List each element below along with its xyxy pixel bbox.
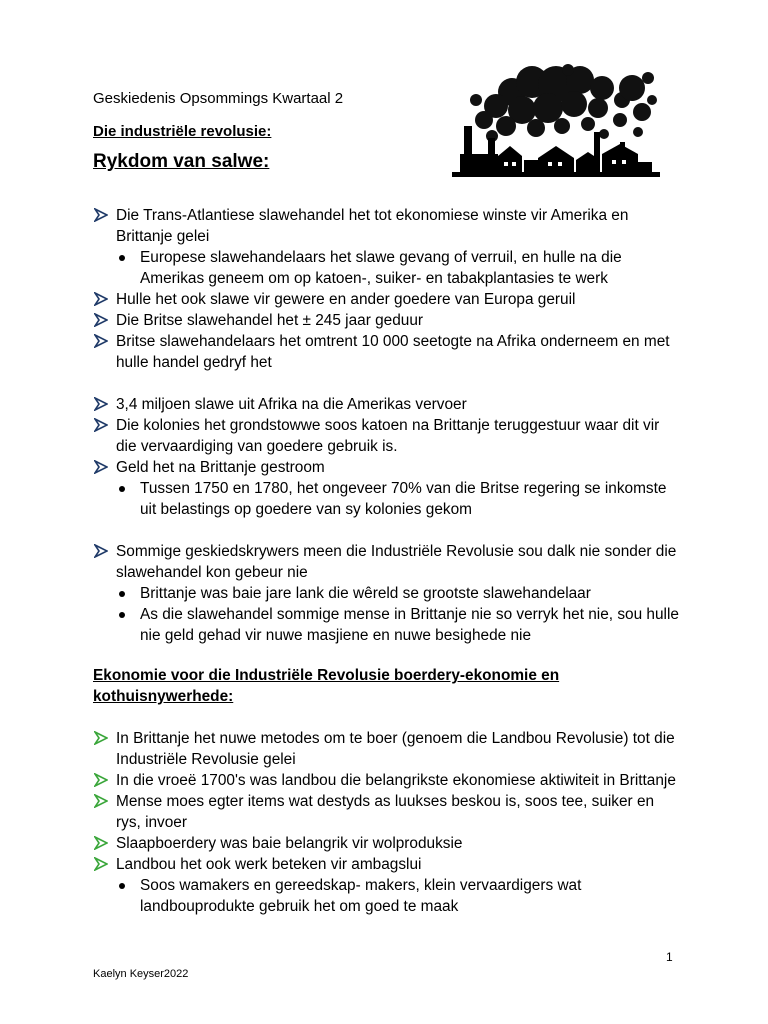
page-number: 1 <box>666 950 673 964</box>
sub-list-item-text: Europese slawehandelaars het slawe gevang of verruil, en hulle na die Amerikas geneem om op katoen-, suiker- en tabakplantasies te werk <box>140 249 622 287</box>
arrow-bullet-icon <box>94 208 108 222</box>
arrow-bullet-icon <box>94 334 108 348</box>
list-item-text: Britse slawehandelaars het omtrent 10 000 seetogte na Afrika onderneem en met hulle handel gedryf het <box>116 333 670 371</box>
bullet-dot-icon <box>119 612 125 618</box>
arrow-bullet-icon <box>94 773 108 787</box>
sub-list-item <box>93 247 683 289</box>
section2-list <box>93 728 683 917</box>
list-item-text: Mense moes egter items wat destyds as luukses beskou is, soos tee, suiker en rys, invoer <box>116 793 655 831</box>
sub-list-item-text: Soos wamakers en gereedskap- makers, klein vervaardigers wat landbouprodukte gebruik het om goed te maak <box>140 877 582 915</box>
list-item-text: Slaapboerdery was baie belangrik vir wolproduksie <box>116 835 463 852</box>
sub-list-item <box>93 478 683 520</box>
list-item-text: Die Trans-Atlantiese slawehandel het tot ekonomiese winste vir Amerika en Brittanje gelei <box>116 207 629 245</box>
list-item <box>93 854 683 875</box>
document-title: Geskiedenis Opsommings Kwartaal 2 <box>93 90 344 107</box>
arrow-bullet-icon <box>94 292 108 306</box>
list-item <box>93 415 683 457</box>
arrow-bullet-icon <box>94 460 108 474</box>
bullet-dot-icon <box>119 486 125 492</box>
list-item-text: In die vroeë 1700's was landbou die belangrikste ekonomiese aktiwiteit in Brittanje <box>116 772 676 789</box>
heading-wealth: Rykdom van salwe: <box>93 151 270 172</box>
sub-list-item-text: Tussen 1750 en 1780, het ongeveer 70% van die Britse regering se inkomste uit belastings op goedere van sy kolonies gekom <box>140 480 667 518</box>
sub-list-item <box>93 875 683 917</box>
list-item <box>93 457 683 478</box>
list-item-text: Geld het na Brittanje gestroom <box>116 459 325 476</box>
list-item-text: Die kolonies het grondstowwe soos katoen na Brittanje teruggestuur waar dit vir die vervaardiging van goedere gebruik is. <box>116 417 660 455</box>
list-item <box>93 541 683 583</box>
spacer <box>93 520 683 541</box>
list-item-text: Hulle het ook slawe vir gewere en ander goedere van Europa geruil <box>116 291 576 308</box>
sub-list-item <box>93 604 683 646</box>
list-item <box>93 331 683 373</box>
list-item <box>93 310 683 331</box>
arrow-bullet-icon <box>94 418 108 432</box>
list-item-text: 3,4 miljoen slawe uit Afrika na die Amerikas vervoer <box>116 396 467 413</box>
factory-smoke-illustration <box>452 62 664 178</box>
list-item <box>93 833 683 854</box>
bullet-dot-icon <box>119 255 125 261</box>
section1-list <box>93 205 683 646</box>
list-item <box>93 770 683 791</box>
arrow-bullet-icon <box>94 836 108 850</box>
sub-list-item-text: Brittanje was baie jare lank die wêreld se grootste slawehandelaar <box>140 585 591 602</box>
arrow-bullet-icon <box>94 857 108 871</box>
arrow-bullet-icon <box>94 397 108 411</box>
sub-list-item <box>93 583 683 604</box>
bullet-dot-icon <box>119 883 125 889</box>
list-item-text: In Brittanje het nuwe metodes om te boer (genoem die Landbou Revolusie) tot die Industriële Revolusie gelei <box>116 730 675 768</box>
sub-list-item-text: As die slawehandel sommige mense in Brittanje nie so verryk het nie, sou hulle nie geld gehad vir nuwe masjiene en nuwe besighede nie <box>140 606 679 644</box>
footer-author: Kaelyn Keyser2022 <box>93 968 189 980</box>
spacer <box>93 373 683 394</box>
list-item-text: Die Britse slawehandel het ± 245 jaar geduur <box>116 312 424 329</box>
list-item <box>93 728 683 770</box>
list-item-text: Sommige geskiedskrywers meen die Industriële Revolusie sou dalk nie sonder die slawehandel kon gebeur nie <box>116 543 677 581</box>
list-item <box>93 205 683 247</box>
list-item <box>93 394 683 415</box>
heading-economy-before: Ekonomie voor die Industriële Revolusie boerdery-ekonomie en kothuisnywerhede: <box>93 667 560 705</box>
list-item-text: Landbou het ook werk beteken vir ambagslui <box>116 856 422 873</box>
arrow-bullet-icon <box>94 794 108 808</box>
arrow-bullet-icon <box>94 313 108 327</box>
arrow-bullet-icon <box>94 731 108 745</box>
heading-industrial-revolution: Die industriële revolusie: <box>93 123 272 140</box>
list-item <box>93 791 683 833</box>
bullet-dot-icon <box>119 591 125 597</box>
list-item <box>93 289 683 310</box>
arrow-bullet-icon <box>94 544 108 558</box>
